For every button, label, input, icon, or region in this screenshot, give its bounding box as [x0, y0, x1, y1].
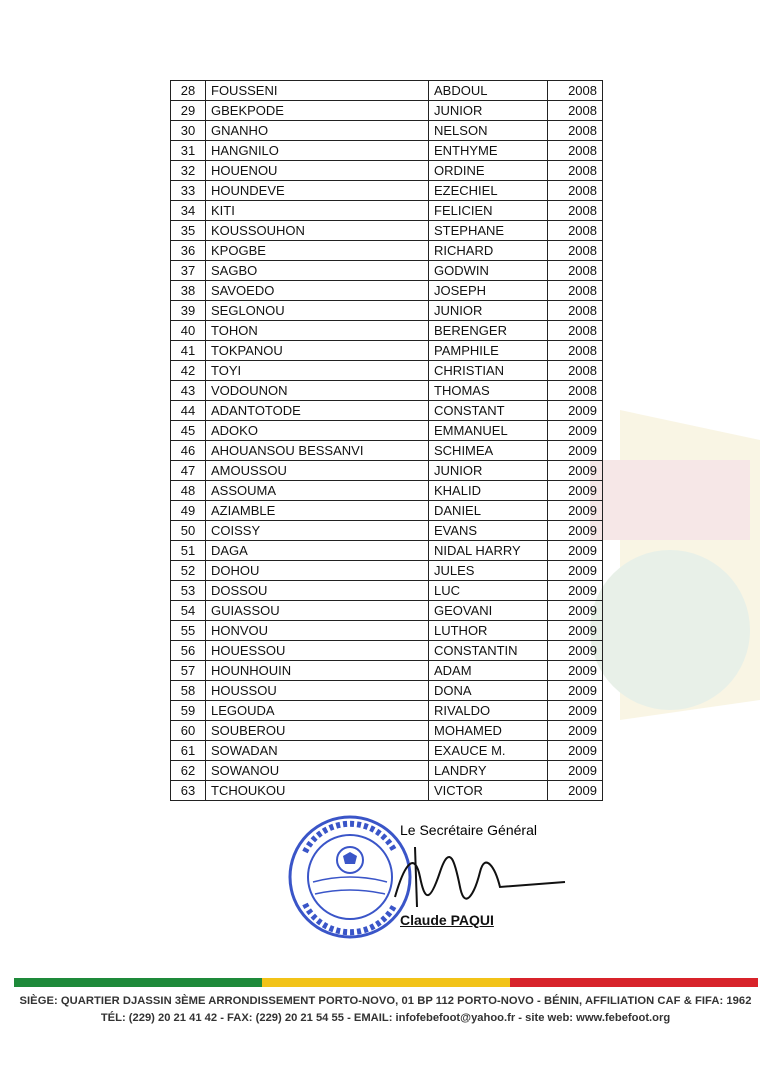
- table-row: [171, 81, 603, 101]
- table-row: [171, 741, 603, 761]
- table-row: [171, 681, 603, 701]
- row-number: 28: [171, 81, 206, 101]
- first-name-cell: ADAM: [429, 661, 548, 681]
- table-row: [171, 601, 603, 621]
- birth-year-cell: 2008: [548, 241, 603, 261]
- row-number: 44: [171, 401, 206, 421]
- last-name-cell: HONVOU: [206, 621, 429, 641]
- table-row: [171, 541, 603, 561]
- first-name-cell: RIVALDO: [429, 701, 548, 721]
- birth-year-cell: 2009: [548, 621, 603, 641]
- row-number: 63: [171, 781, 206, 801]
- table-row: [171, 121, 603, 141]
- row-number: 41: [171, 341, 206, 361]
- row-number: 56: [171, 641, 206, 661]
- birth-year-cell: 2008: [548, 281, 603, 301]
- table-row: [171, 341, 603, 361]
- row-number: 52: [171, 561, 206, 581]
- birth-year-cell: 2009: [548, 501, 603, 521]
- birth-year-cell: 2009: [548, 421, 603, 441]
- first-name-cell: CHRISTIAN: [429, 361, 548, 381]
- first-name-cell: MOHAMED: [429, 721, 548, 741]
- birth-year-cell: 2009: [548, 781, 603, 801]
- signatory-title: Le Secrétaire Général: [400, 822, 537, 838]
- first-name-cell: ENTHYME: [429, 141, 548, 161]
- birth-year-cell: 2008: [548, 101, 603, 121]
- birth-year-cell: 2009: [548, 561, 603, 581]
- row-number: 32: [171, 161, 206, 181]
- first-name-cell: LUTHOR: [429, 621, 548, 641]
- row-number: 60: [171, 721, 206, 741]
- row-number: 59: [171, 701, 206, 721]
- signature-block: [285, 812, 585, 942]
- row-number: 35: [171, 221, 206, 241]
- first-name-cell: EXAUCE M.: [429, 741, 548, 761]
- last-name-cell: HANGNILO: [206, 141, 429, 161]
- first-name-cell: JOSEPH: [429, 281, 548, 301]
- last-name-cell: SOWADAN: [206, 741, 429, 761]
- birth-year-cell: 2008: [548, 261, 603, 281]
- table-row: [171, 161, 603, 181]
- last-name-cell: HOUENOU: [206, 161, 429, 181]
- last-name-cell: ADOKO: [206, 421, 429, 441]
- last-name-cell: KPOGBE: [206, 241, 429, 261]
- row-number: 37: [171, 261, 206, 281]
- table-row: [171, 721, 603, 741]
- table-row: [171, 761, 603, 781]
- first-name-cell: GODWIN: [429, 261, 548, 281]
- table-row: [171, 421, 603, 441]
- birth-year-cell: 2008: [548, 201, 603, 221]
- handwritten-signature: [385, 842, 585, 912]
- first-name-cell: JUNIOR: [429, 301, 548, 321]
- birth-year-cell: 2009: [548, 761, 603, 781]
- row-number: 58: [171, 681, 206, 701]
- row-number: 38: [171, 281, 206, 301]
- table-row: [171, 441, 603, 461]
- first-name-cell: JULES: [429, 561, 548, 581]
- table-row: [171, 561, 603, 581]
- table-row: [171, 141, 603, 161]
- signatory-name: Claude PAQUI: [400, 912, 494, 928]
- birth-year-cell: 2009: [548, 681, 603, 701]
- first-name-cell: BERENGER: [429, 321, 548, 341]
- last-name-cell: HOUNHOUIN: [206, 661, 429, 681]
- first-name-cell: FELICIEN: [429, 201, 548, 221]
- birth-year-cell: 2009: [548, 661, 603, 681]
- table-row: [171, 661, 603, 681]
- last-name-cell: ASSOUMA: [206, 481, 429, 501]
- last-name-cell: HOUNDEVE: [206, 181, 429, 201]
- last-name-cell: TOKPANOU: [206, 341, 429, 361]
- first-name-cell: THOMAS: [429, 381, 548, 401]
- last-name-cell: VODOUNON: [206, 381, 429, 401]
- table-row: [171, 241, 603, 261]
- last-name-cell: FOUSSENI: [206, 81, 429, 101]
- birth-year-cell: 2008: [548, 301, 603, 321]
- last-name-cell: SOUBEROU: [206, 721, 429, 741]
- row-number: 61: [171, 741, 206, 761]
- table-row: [171, 401, 603, 421]
- birth-year-cell: 2008: [548, 181, 603, 201]
- birth-year-cell: 2008: [548, 81, 603, 101]
- table-row: [171, 261, 603, 281]
- row-number: 46: [171, 441, 206, 461]
- row-number: 55: [171, 621, 206, 641]
- first-name-cell: EMMANUEL: [429, 421, 548, 441]
- flag-bar-green: [14, 978, 262, 987]
- row-number: 49: [171, 501, 206, 521]
- last-name-cell: DOSSOU: [206, 581, 429, 601]
- flag-color-bar: [14, 978, 758, 987]
- first-name-cell: LANDRY: [429, 761, 548, 781]
- last-name-cell: DOHOU: [206, 561, 429, 581]
- last-name-cell: GUIASSOU: [206, 601, 429, 621]
- birth-year-cell: 2008: [548, 161, 603, 181]
- birth-year-cell: 2008: [548, 361, 603, 381]
- birth-year-cell: 2009: [548, 641, 603, 661]
- first-name-cell: JUNIOR: [429, 101, 548, 121]
- first-name-cell: KHALID: [429, 481, 548, 501]
- table-row: [171, 361, 603, 381]
- row-number: 62: [171, 761, 206, 781]
- last-name-cell: AMOUSSOU: [206, 461, 429, 481]
- last-name-cell: SAGBO: [206, 261, 429, 281]
- last-name-cell: ADANTOTODE: [206, 401, 429, 421]
- row-number: 48: [171, 481, 206, 501]
- first-name-cell: DONA: [429, 681, 548, 701]
- birth-year-cell: 2009: [548, 601, 603, 621]
- first-name-cell: EZECHIEL: [429, 181, 548, 201]
- first-name-cell: VICTOR: [429, 781, 548, 801]
- row-number: 50: [171, 521, 206, 541]
- last-name-cell: AHOUANSOU BESSANVI: [206, 441, 429, 461]
- last-name-cell: TCHOUKOU: [206, 781, 429, 801]
- first-name-cell: JUNIOR: [429, 461, 548, 481]
- table-row: [171, 201, 603, 221]
- footer-contact: TÉL: (229) 20 21 41 42 - FAX: (229) 20 21 54 55 - EMAIL: infofebefoot@yahoo.fr - site web: www.febefoot.org: [100, 1012, 671, 1024]
- birth-year-cell: 2008: [548, 341, 603, 361]
- birth-year-cell: 2009: [548, 541, 603, 561]
- first-name-cell: DANIEL: [429, 501, 548, 521]
- table-row: [171, 461, 603, 481]
- birth-year-cell: 2009: [548, 401, 603, 421]
- table-row: [171, 221, 603, 241]
- last-name-cell: HOUSSOU: [206, 681, 429, 701]
- row-number: 31: [171, 141, 206, 161]
- last-name-cell: GBEKPODE: [206, 101, 429, 121]
- table-row: [171, 641, 603, 661]
- row-number: 36: [171, 241, 206, 261]
- last-name-cell: HOUESSOU: [206, 641, 429, 661]
- birth-year-cell: 2008: [548, 381, 603, 401]
- row-number: 40: [171, 321, 206, 341]
- birth-year-cell: 2009: [548, 521, 603, 541]
- table-row: [171, 481, 603, 501]
- birth-year-cell: 2009: [548, 721, 603, 741]
- table-row: [171, 501, 603, 521]
- row-number: 57: [171, 661, 206, 681]
- first-name-cell: ABDOUL: [429, 81, 548, 101]
- row-number: 30: [171, 121, 206, 141]
- birth-year-cell: 2008: [548, 221, 603, 241]
- first-name-cell: NELSON: [429, 121, 548, 141]
- row-number: 33: [171, 181, 206, 201]
- roster-body: [171, 81, 603, 801]
- footer-address: SIÈGE: QUARTIER DJASSIN 3ÈME ARRONDISSEMENT PORTO-NOVO, 01 BP 112 PORTO-NOVO - BÉNIN, AFFILIATION CAF & FIFA: 1962: [19, 995, 752, 1007]
- last-name-cell: KOUSSOUHON: [206, 221, 429, 241]
- last-name-cell: TOHON: [206, 321, 429, 341]
- first-name-cell: STEPHANE: [429, 221, 548, 241]
- table-row: [171, 101, 603, 121]
- last-name-cell: LEGOUDA: [206, 701, 429, 721]
- first-name-cell: PAMPHILE: [429, 341, 548, 361]
- row-number: 54: [171, 601, 206, 621]
- birth-year-cell: 2008: [548, 141, 603, 161]
- table-row: [171, 301, 603, 321]
- birth-year-cell: 2009: [548, 441, 603, 461]
- table-row: [171, 581, 603, 601]
- player-roster-table: [170, 80, 603, 801]
- last-name-cell: TOYI: [206, 361, 429, 381]
- table-row: [171, 321, 603, 341]
- last-name-cell: SAVOEDO: [206, 281, 429, 301]
- table-row: [171, 621, 603, 641]
- row-number: 43: [171, 381, 206, 401]
- birth-year-cell: 2009: [548, 581, 603, 601]
- table-row: [171, 281, 603, 301]
- last-name-cell: COISSY: [206, 521, 429, 541]
- row-number: 47: [171, 461, 206, 481]
- first-name-cell: CONSTANT: [429, 401, 548, 421]
- row-number: 39: [171, 301, 206, 321]
- first-name-cell: NIDAL HARRY: [429, 541, 548, 561]
- row-number: 45: [171, 421, 206, 441]
- row-number: 53: [171, 581, 206, 601]
- row-number: 42: [171, 361, 206, 381]
- last-name-cell: SEGLONOU: [206, 301, 429, 321]
- first-name-cell: ORDINE: [429, 161, 548, 181]
- first-name-cell: GEOVANI: [429, 601, 548, 621]
- first-name-cell: LUC: [429, 581, 548, 601]
- last-name-cell: GNANHO: [206, 121, 429, 141]
- last-name-cell: SOWANOU: [206, 761, 429, 781]
- row-number: 29: [171, 101, 206, 121]
- last-name-cell: AZIAMBLE: [206, 501, 429, 521]
- first-name-cell: CONSTANTIN: [429, 641, 548, 661]
- birth-year-cell: 2009: [548, 461, 603, 481]
- birth-year-cell: 2009: [548, 701, 603, 721]
- row-number: 51: [171, 541, 206, 561]
- flag-bar-yellow: [262, 978, 510, 987]
- birth-year-cell: 2009: [548, 741, 603, 761]
- first-name-cell: RICHARD: [429, 241, 548, 261]
- first-name-cell: SCHIMEA: [429, 441, 548, 461]
- birth-year-cell: 2009: [548, 481, 603, 501]
- table-row: [171, 381, 603, 401]
- table-row: [171, 181, 603, 201]
- birth-year-cell: 2008: [548, 321, 603, 341]
- last-name-cell: KITI: [206, 201, 429, 221]
- table-row: [171, 701, 603, 721]
- last-name-cell: DAGA: [206, 541, 429, 561]
- birth-year-cell: 2008: [548, 121, 603, 141]
- first-name-cell: EVANS: [429, 521, 548, 541]
- table-row: [171, 521, 603, 541]
- table-row: [171, 781, 603, 801]
- row-number: 34: [171, 201, 206, 221]
- flag-bar-red: [510, 978, 758, 987]
